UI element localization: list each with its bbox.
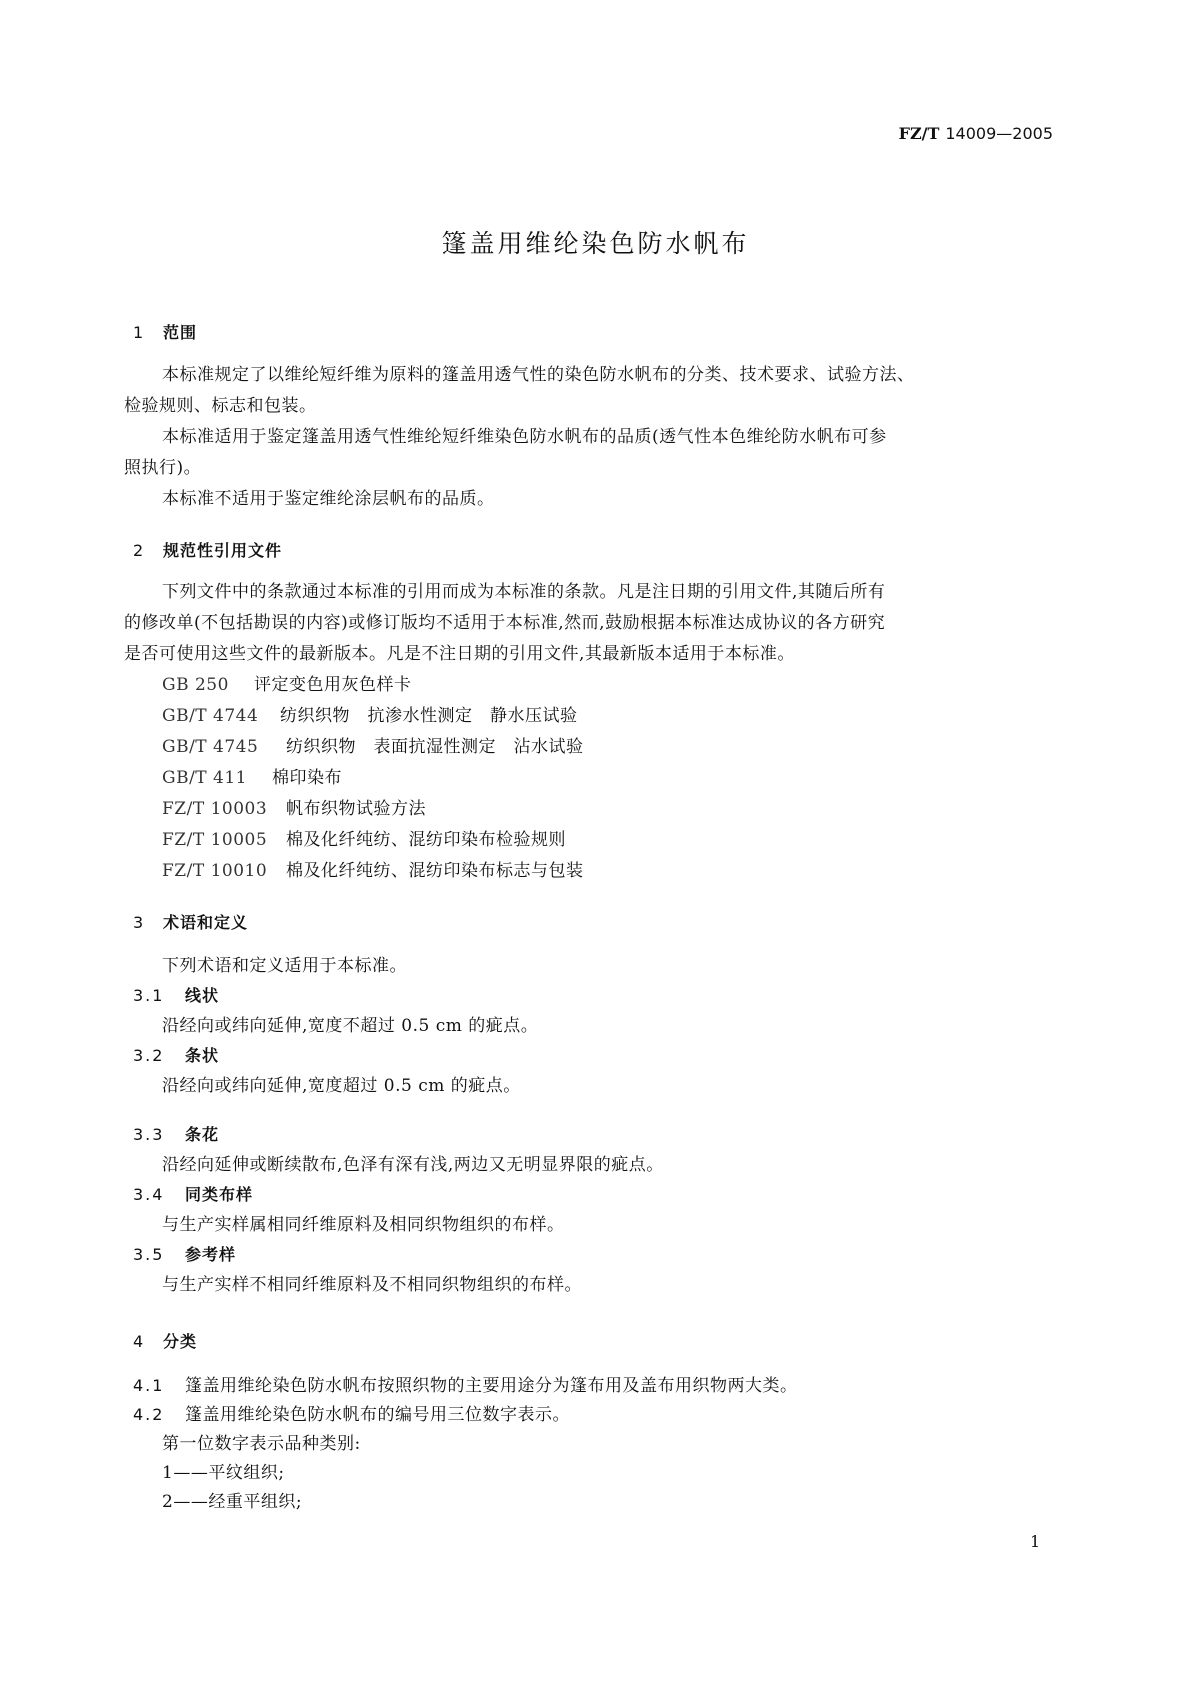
- document-title: 篷盖用维纶染色防水帆布: [441, 229, 750, 258]
- page-number: 1: [1030, 1532, 1041, 1551]
- reference-title: 纺织织物 表面抗湿性测定 沾水试验: [286, 737, 584, 757]
- paragraph-line: 下列术语和定义适用于本标准。: [162, 956, 407, 976]
- term-number: 3.4: [133, 1185, 165, 1204]
- section-heading-3: [133, 912, 248, 934]
- reference-title: 棉及化纤纯纺、混纺印染布检验规则: [286, 830, 566, 850]
- paragraph-line: 本标准适用于鉴定篷盖用透气性维纶短纤维染色防水帆布的品质(透气性本色维纶防水帆布可参: [162, 427, 887, 447]
- section-heading-1: [133, 322, 197, 344]
- reference-code: GB/T 4745: [162, 737, 259, 757]
- term-heading-3-2: [133, 1045, 219, 1067]
- term-definition: 与生产实样不相同纤维原料及不相同织物组织的布样。: [162, 1275, 582, 1295]
- paragraph-line: 照执行)。: [124, 458, 202, 478]
- paragraph-line: 检验规则、标志和包装。: [124, 396, 317, 416]
- reference-item: [162, 736, 584, 758]
- section-number: 4: [133, 1332, 145, 1351]
- paragraph-line: 下列文件中的条款通过本标准的引用而成为本标准的条款。凡是注日期的引用文件,其随后所有: [162, 582, 886, 602]
- section-heading-2: [133, 540, 282, 562]
- clause-text: 篷盖用维纶染色防水帆布的编号用三位数字表示。: [185, 1405, 570, 1425]
- section-title: 术语和定义: [163, 913, 249, 932]
- section-title: 分类: [163, 1332, 198, 1351]
- section-number: 2: [133, 541, 145, 560]
- paragraph-line: 本标准不适用于鉴定维纶涂层帆布的品质。: [162, 489, 495, 509]
- reference-code: FZ/T 10003: [162, 799, 268, 819]
- reference-item: [162, 767, 342, 789]
- term-definition: 沿经向或纬向延伸,宽度超过 0.5 cm 的疵点。: [162, 1076, 521, 1096]
- list-item: 2——经重平组织;: [162, 1492, 303, 1512]
- section-heading-4: [133, 1331, 197, 1353]
- term-heading-3-1: [133, 985, 219, 1007]
- term-heading-3-3: [133, 1124, 219, 1146]
- section-number: 1: [133, 323, 145, 342]
- reference-item: [162, 798, 426, 820]
- reference-title: 棉印染布: [272, 768, 342, 788]
- clause-text: 篷盖用维纶染色防水帆布按照织物的主要用途分为篷布用及盖布用织物两大类。: [185, 1376, 798, 1396]
- paragraph-line: 是否可使用这些文件的最新版本。凡是不注日期的引用文件,其最新版本适用于本标准。: [124, 644, 795, 664]
- reference-item: [162, 705, 578, 727]
- term-number: 3.3: [133, 1125, 165, 1144]
- paragraph-line: 第一位数字表示品种类别:: [162, 1434, 361, 1454]
- section-title: 规范性引用文件: [163, 541, 283, 560]
- reference-title: 帆布织物试验方法: [286, 799, 426, 819]
- term-label: 同类布样: [185, 1185, 254, 1204]
- term-heading-3-4: [133, 1184, 253, 1206]
- term-label: 条花: [185, 1125, 220, 1144]
- term-heading-3-5: [133, 1244, 236, 1266]
- reference-item: [162, 674, 412, 696]
- reference-code: FZ/T 10005: [162, 830, 268, 850]
- term-number: 3.1: [133, 986, 165, 1005]
- standard-prefix: FZ/T: [898, 124, 940, 143]
- section-number: 3: [133, 913, 145, 932]
- term-number: 3.5: [133, 1245, 165, 1264]
- term-number: 3.2: [133, 1046, 165, 1065]
- term-definition: 沿经向延伸或断续散布,色泽有深有浅,两边又无明显界限的疵点。: [162, 1155, 664, 1175]
- term-definition: 沿经向或纬向延伸,宽度不超过 0.5 cm 的疵点。: [162, 1016, 539, 1036]
- term-definition: 与生产实样属相同纤维原料及相同织物组织的布样。: [162, 1215, 565, 1235]
- reference-title: 棉及化纤纯纺、混纺印染布标志与包装: [286, 861, 584, 881]
- reference-code: GB 250: [162, 675, 229, 695]
- section-title: 范围: [163, 323, 198, 342]
- reference-title: 纺织织物 抗渗水性测定 静水压试验: [280, 706, 578, 726]
- paragraph-line: 的修改单(不包括勘误的内容)或修订版均不适用于本标准,然而,鼓励根据本标准达成协议的各方研究: [124, 613, 886, 633]
- standard-code: [899, 124, 1053, 144]
- reference-item: [162, 829, 566, 851]
- clause-4-1: [133, 1375, 798, 1397]
- reference-code: GB/T 4744: [162, 706, 259, 726]
- standard-number: 14009—2005: [945, 124, 1053, 143]
- reference-title: 评定变色用灰色样卡: [254, 675, 412, 695]
- reference-code: GB/T 411: [162, 768, 247, 788]
- clause-number: 4.1: [133, 1376, 165, 1395]
- reference-code: FZ/T 10010: [162, 861, 268, 881]
- term-label: 线状: [185, 986, 220, 1005]
- list-item: 1——平纹组织;: [162, 1463, 285, 1483]
- clause-4-2: [133, 1404, 570, 1426]
- reference-item: [162, 860, 584, 882]
- clause-number: 4.2: [133, 1405, 165, 1424]
- term-label: 参考样: [185, 1245, 237, 1264]
- term-label: 条状: [185, 1046, 220, 1065]
- paragraph-line: 本标准规定了以维纶短纤维为原料的篷盖用透气性的染色防水帆布的分类、技术要求、试验方法、: [162, 365, 915, 385]
